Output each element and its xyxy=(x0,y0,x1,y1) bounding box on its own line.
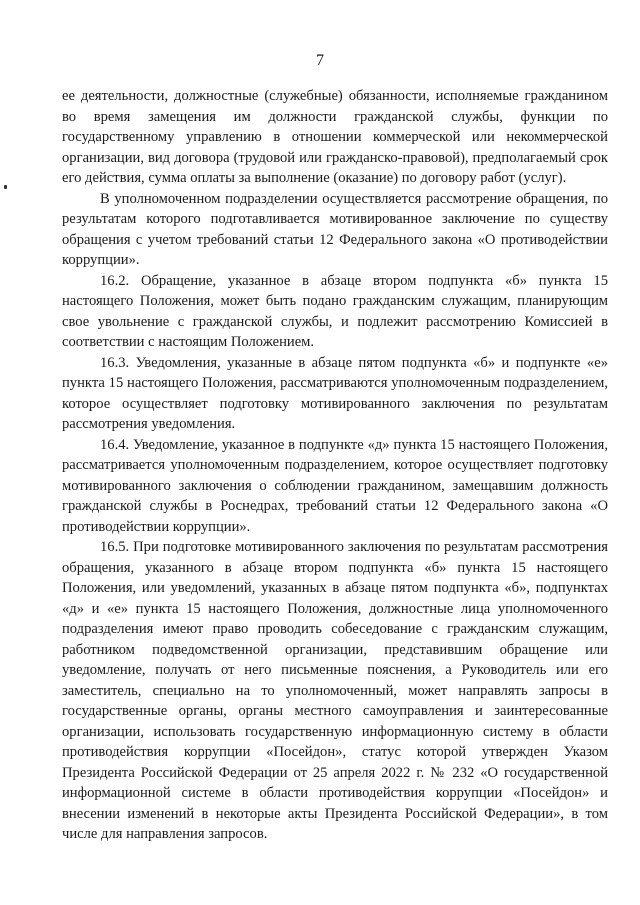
document-body xyxy=(62,86,608,845)
paragraph-16-3: 16.3. Уведомления, указанные в абзаце пятом подпункта «б» и подпункте «е» пункта 15 настоящего Положения, рассматриваются уполномоченным подразделением, которое осуществляет подготовку мотивированного заключения по результатам рассмотрения уведомления. xyxy=(62,354,608,432)
margin-mark xyxy=(4,185,7,189)
paragraph-authorized-unit-review: В уполномоченном подразделении осуществляется рассмотрение обращения, по результатам которого подготавливается мотивированное заключение по существу обращения с учетом требований статьи 12 Федерального закона «О противодействии коррупции». xyxy=(62,190,608,268)
paragraph-continuation: ее деятельности, должностные (служебные) обязанности, исполняемые гражданином во время замещения им должности гражданской службы, функции по государственному управлению в отношении коммерческой или некоммерческой организации, вид договора (трудовой или гражданско-правовой), предполагаемый срок его действия, сумма оплаты за выполнение (оказание) по договору работ (услуг). xyxy=(62,88,608,186)
paragraph-16-5: 16.5. При подготовке мотивированного заключения по результатам рассмотрения обращения, указанного в абзаце втором подпункта «б» пункта 15 настоящего Положения, или уведомлений, указанных в абзаце пятом подпункта «б», подпунктах «д» и «е» пункта 15 настоящего Положения, должностные лица уполномоченного подразделения имеют право проводить собеседование с гражданским служащим, работником подведомственной организации, представившим обращение или уведомление, получать от него письменные пояснения, а Руководитель или его заместитель, специально на то уполномоченный, может направлять запросы в государственные органы, органы местного самоуправления и заинтересованные организации, использовать государственную информационную систему в области противодействия коррупции «Посейдон», статус которой утвержден Указом Президента Российской Федерации от 25 апреля 2022 г. № 232 «О государственной информационной системе в области противодействия коррупции «Посейдон» и внесении изменений в некоторые акты Президента Российской Федерации», в том числе для направления запросов. xyxy=(62,539,608,842)
page-number: 7 xyxy=(316,52,324,69)
paragraph-16-2: 16.2. Обращение, указанное в абзаце втором подпункта «б» пункта 15 настоящего Положения, может быть подано гражданским служащим, планирующим свое увольнение с гражданской службы, и подлежит рассмотрению Комиссией в соответствии с настоящим Положением. xyxy=(62,272,608,350)
paragraph-16-4: 16.4. Уведомление, указанное в подпункте «д» пункта 15 настоящего Положения, рассматривается уполномоченным подразделением, которое осуществляет подготовку мотивированного заключения о соблюдении гражданином, замещавшим должность гражданской службы в Роснедрах, требований статьи 12 Федерального закона «О противодействии коррупции». xyxy=(62,436,608,535)
